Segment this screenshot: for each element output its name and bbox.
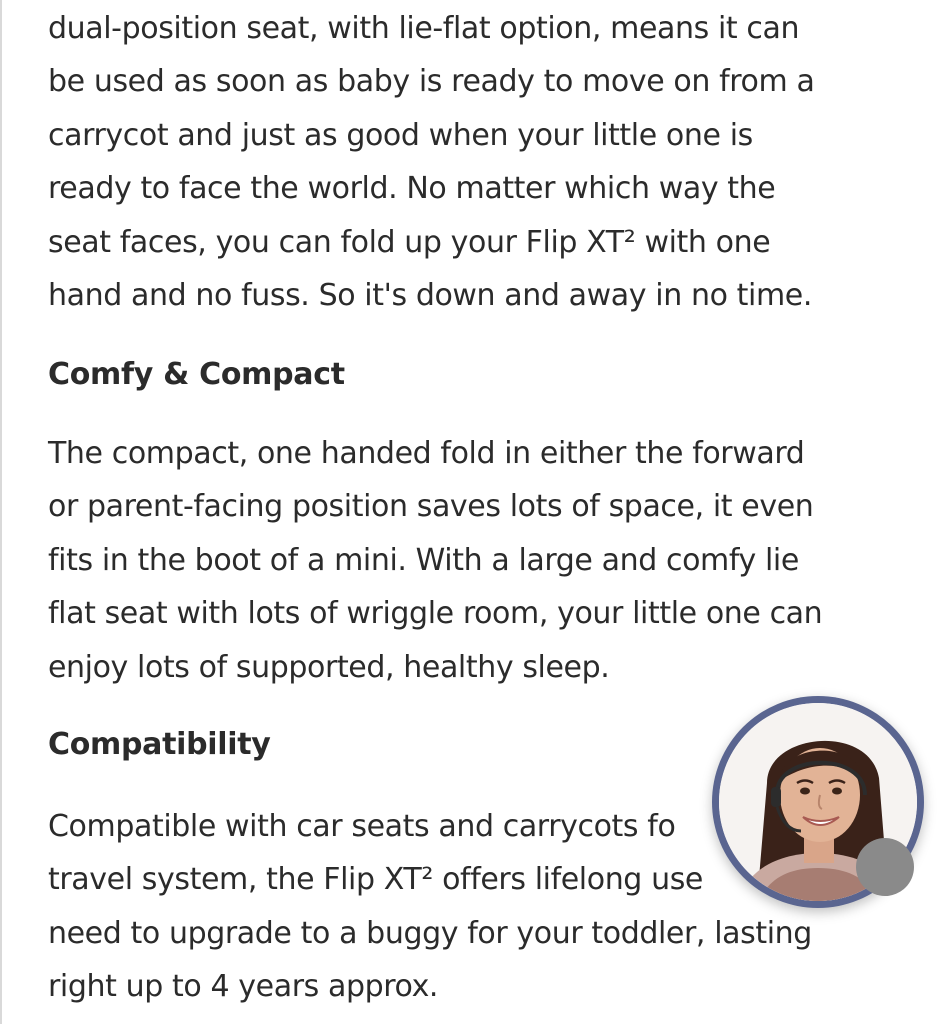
text-line: right up to 4 years approx.: [48, 969, 439, 1005]
text-line: Compatible with car seats and carrycots fo: [48, 809, 676, 844]
text-line: hand and no fuss. So it's down and away in no time.: [48, 277, 812, 313]
text-line: be used as soon as baby is ready to move on from a: [48, 64, 815, 100]
text-line: The compact, one handed fold in either the forward: [48, 436, 805, 471]
text-line: ready to face the world. No matter which way the: [48, 171, 776, 207]
text-line: travel system, the Flip XT² offers lifelong use: [48, 862, 703, 898]
text-line: flat seat with lots of wriggle room, your little one can: [48, 596, 823, 632]
text-line: or parent-facing position saves lots of space, it even: [48, 489, 814, 525]
compatibility-paragraph: [48, 800, 812, 1014]
intro-paragraph: [48, 2, 814, 322]
section-heading-compatibility: Compatibility: [48, 727, 271, 762]
section-heading-comfy-compact: Comfy & Compact: [48, 357, 345, 392]
comfy-compact-paragraph: [48, 427, 822, 694]
text-line: fits in the boot of a mini. With a large and comfy lie: [48, 542, 799, 578]
text-line: carrycot and just as good when your little one is: [48, 117, 753, 153]
status-dot-icon: [856, 838, 914, 896]
text-line: need to upgrade to a buggy for your toddler, lasting: [48, 915, 812, 951]
text-line: dual-position seat, with lie-flat option, means it can: [48, 11, 800, 46]
page-left-border: [0, 0, 2, 1024]
text-line: seat faces, you can fold up your Flip XT² with one: [48, 224, 771, 260]
text-line: enjoy lots of supported, healthy sleep.: [48, 649, 610, 685]
